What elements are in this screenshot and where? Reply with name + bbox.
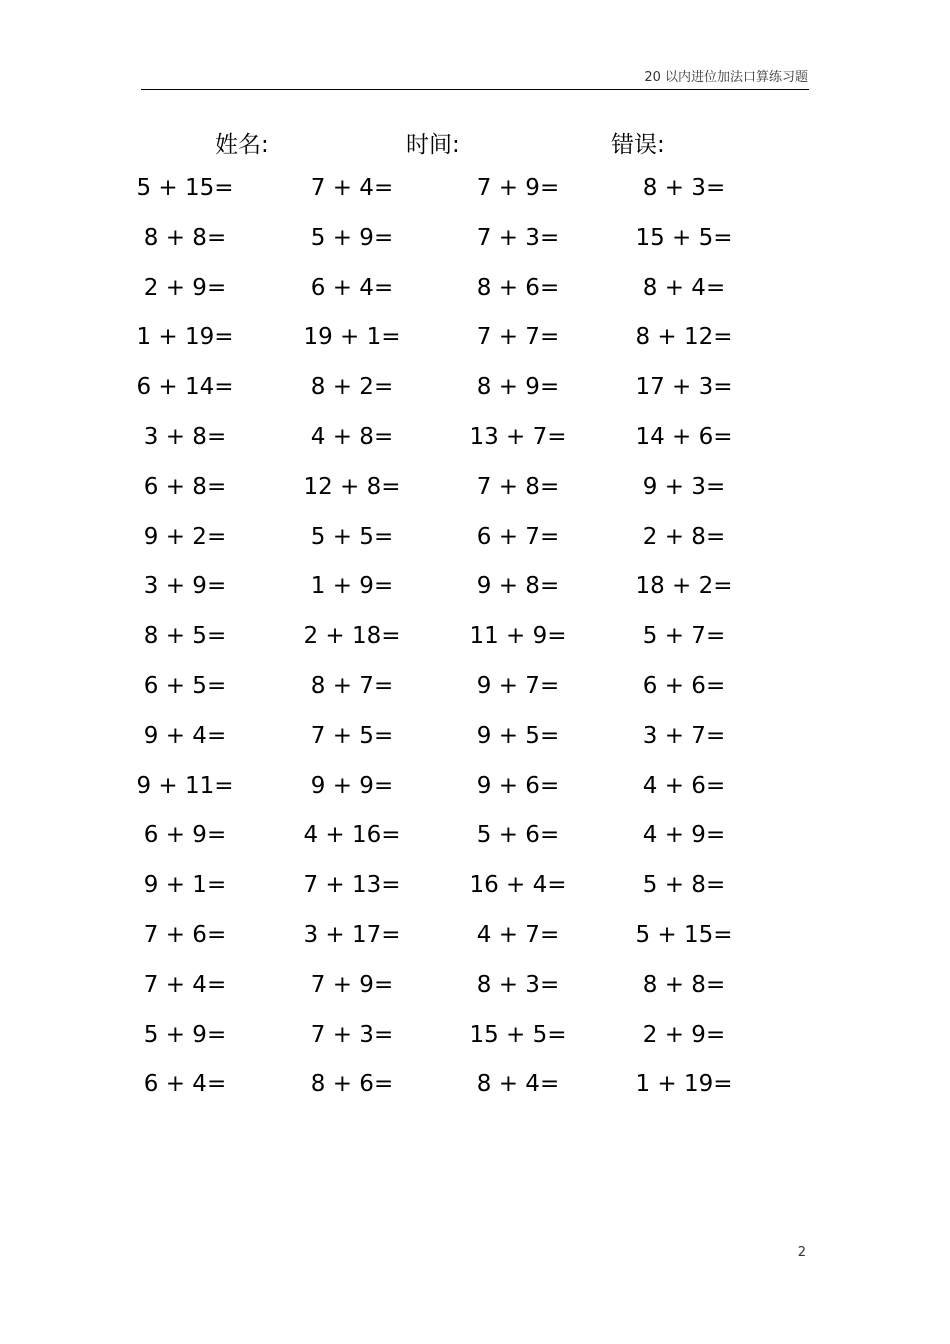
problem-cell: 9 + 9= xyxy=(310,772,394,799)
problem-cell: 6 + 9= xyxy=(143,822,227,849)
problem-row xyxy=(0,972,950,1022)
problem-cell: 1 + 19= xyxy=(136,324,234,351)
problem-row xyxy=(0,773,950,823)
problem-row xyxy=(0,275,950,325)
worksheet-labels xyxy=(0,126,950,160)
problem-cell: 8 + 6= xyxy=(476,274,560,301)
page-number: 2 xyxy=(797,1245,806,1260)
problem-cell: 7 + 9= xyxy=(476,175,560,201)
problem-cell: 8 + 4= xyxy=(642,274,726,301)
problem-row xyxy=(0,524,950,574)
problem-cell: 9 + 6= xyxy=(476,772,560,799)
problem-cell: 6 + 6= xyxy=(642,672,726,699)
problem-cell: 4 + 6= xyxy=(642,772,726,799)
problem-row xyxy=(0,1022,950,1072)
problem-cell: 6 + 4= xyxy=(310,274,394,301)
problem-cell: 8 + 3= xyxy=(642,175,726,201)
problem-row xyxy=(0,374,950,424)
problem-cell: 5 + 15= xyxy=(136,175,234,201)
problem-row xyxy=(0,922,950,972)
problem-cell: 4 + 16= xyxy=(303,822,401,849)
problem-cell: 8 + 9= xyxy=(476,374,560,401)
problem-cell: 4 + 7= xyxy=(476,921,560,948)
problem-cell: 7 + 4= xyxy=(310,175,394,201)
problem-cell: 5 + 15= xyxy=(635,921,733,948)
problem-cell: 2 + 9= xyxy=(642,1021,726,1048)
problem-cell: 5 + 9= xyxy=(310,224,394,251)
problem-cell: 13 + 7= xyxy=(469,423,567,450)
problem-cell: 3 + 9= xyxy=(143,573,227,600)
problem-grid xyxy=(0,175,950,1121)
problem-cell: 5 + 7= xyxy=(642,623,726,650)
problem-cell: 3 + 7= xyxy=(642,722,726,749)
problem-cell: 17 + 3= xyxy=(635,374,733,401)
problem-cell: 3 + 8= xyxy=(143,423,227,450)
problem-cell: 9 + 7= xyxy=(476,672,560,699)
problem-row xyxy=(0,723,950,773)
problem-cell: 7 + 8= xyxy=(476,473,560,500)
header-divider xyxy=(141,89,809,90)
header-title: 20 以内进位加法口算练习题 xyxy=(644,70,808,85)
problem-cell: 9 + 4= xyxy=(143,722,227,749)
problem-cell: 11 + 9= xyxy=(469,623,567,650)
problem-cell: 6 + 14= xyxy=(136,374,234,401)
problem-cell: 8 + 4= xyxy=(476,1071,560,1098)
errors-label: 错误: xyxy=(611,132,665,158)
problem-cell: 7 + 3= xyxy=(310,1021,394,1048)
problem-cell: 7 + 5= xyxy=(310,722,394,749)
problem-cell: 8 + 8= xyxy=(642,971,726,998)
problem-cell: 8 + 8= xyxy=(143,224,227,251)
problem-cell: 2 + 9= xyxy=(143,274,227,301)
problem-cell: 7 + 7= xyxy=(476,324,560,351)
problem-cell: 15 + 5= xyxy=(469,1021,567,1048)
problem-cell: 8 + 3= xyxy=(476,971,560,998)
problem-cell: 18 + 2= xyxy=(635,573,733,600)
problem-row xyxy=(0,822,950,872)
problem-cell: 5 + 5= xyxy=(310,523,394,550)
problem-cell: 4 + 8= xyxy=(310,423,394,450)
problem-cell: 6 + 4= xyxy=(143,1071,227,1098)
problem-cell: 7 + 13= xyxy=(303,872,401,899)
problem-cell: 2 + 8= xyxy=(642,523,726,550)
problem-row xyxy=(0,1071,950,1121)
problem-row xyxy=(0,872,950,922)
problem-cell: 8 + 6= xyxy=(310,1071,394,1098)
problem-cell: 7 + 9= xyxy=(310,971,394,998)
problem-cell: 9 + 3= xyxy=(642,473,726,500)
problem-cell: 6 + 7= xyxy=(476,523,560,550)
problem-row xyxy=(0,623,950,673)
problem-cell: 8 + 2= xyxy=(310,374,394,401)
problem-cell: 3 + 17= xyxy=(303,921,401,948)
problem-row xyxy=(0,324,950,374)
problem-cell: 9 + 11= xyxy=(136,772,234,799)
problem-cell: 7 + 3= xyxy=(476,224,560,251)
problem-cell: 15 + 5= xyxy=(635,224,733,251)
problem-cell: 9 + 8= xyxy=(476,573,560,600)
problem-cell: 8 + 12= xyxy=(635,324,733,351)
problem-cell: 8 + 7= xyxy=(310,672,394,699)
problem-row xyxy=(0,225,950,275)
problem-cell: 6 + 5= xyxy=(143,672,227,699)
problem-cell: 7 + 6= xyxy=(143,921,227,948)
problem-row xyxy=(0,175,950,225)
problem-row xyxy=(0,474,950,524)
problem-row xyxy=(0,673,950,723)
problem-cell: 5 + 8= xyxy=(642,872,726,899)
problem-cell: 2 + 18= xyxy=(303,623,401,650)
problem-cell: 12 + 8= xyxy=(303,473,401,500)
problem-row xyxy=(0,573,950,623)
problem-cell: 1 + 19= xyxy=(635,1071,733,1098)
problem-cell: 16 + 4= xyxy=(469,872,567,899)
problem-cell: 9 + 5= xyxy=(476,722,560,749)
time-label: 时间: xyxy=(406,132,460,158)
problem-cell: 7 + 4= xyxy=(143,971,227,998)
problem-cell: 1 + 9= xyxy=(310,573,394,600)
problem-cell: 19 + 1= xyxy=(303,324,401,351)
problem-cell: 5 + 9= xyxy=(143,1021,227,1048)
problem-cell: 5 + 6= xyxy=(476,822,560,849)
problem-cell: 6 + 8= xyxy=(143,473,227,500)
problem-cell: 9 + 1= xyxy=(143,872,227,899)
problem-cell: 14 + 6= xyxy=(635,423,733,450)
problem-cell: 9 + 2= xyxy=(143,523,227,550)
problem-cell: 4 + 9= xyxy=(642,822,726,849)
problem-row xyxy=(0,424,950,474)
name-label: 姓名: xyxy=(215,132,269,158)
problem-cell: 8 + 5= xyxy=(143,623,227,650)
